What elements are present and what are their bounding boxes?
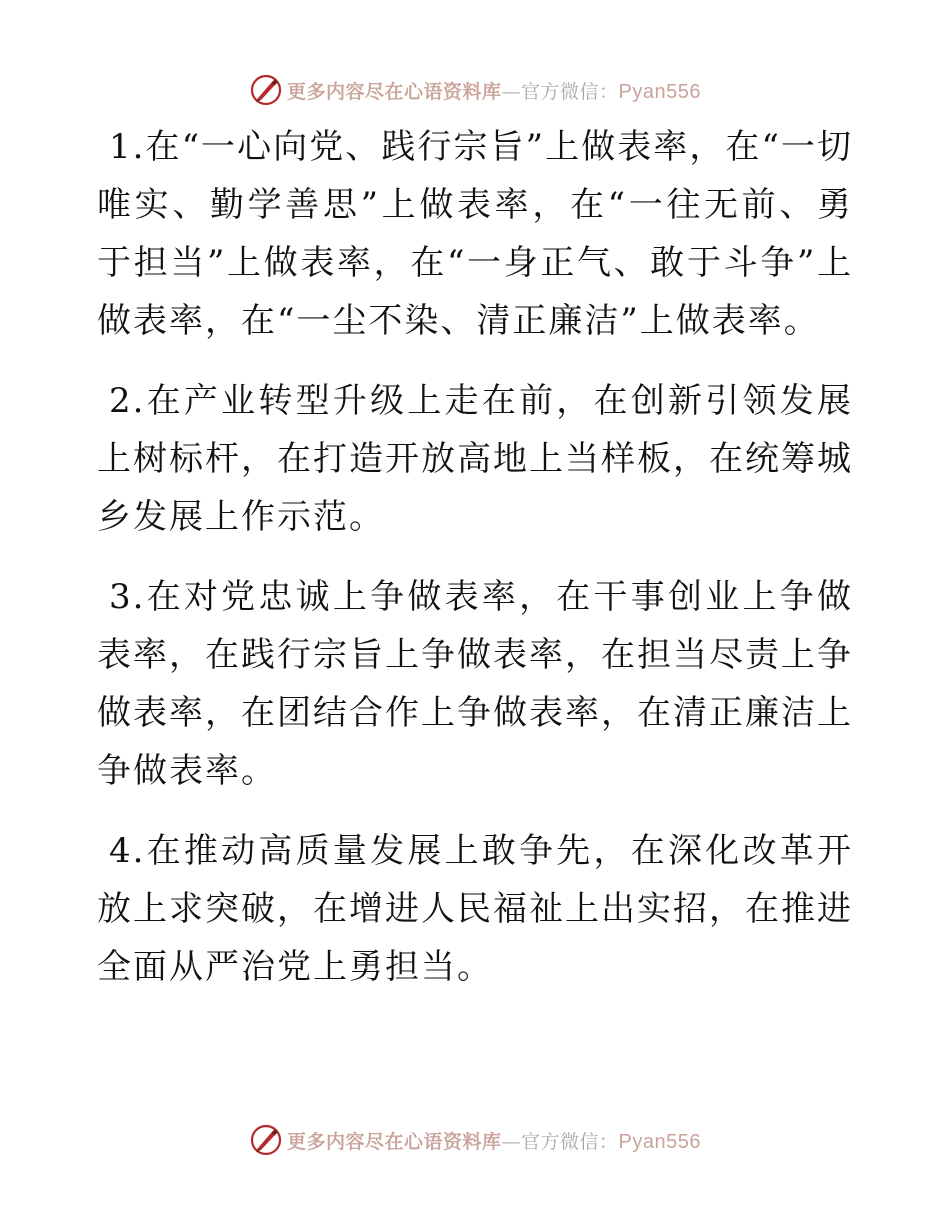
header-watermark-banner: [0, 70, 950, 110]
paragraph-1: 1.在“一心向党、践行宗旨”上做表率，在“一切唯实、勤学善思”上做表率，在“一往无前、勇于担当”上做表率，在“一身正气、敢于斗争”上做表率，在“一尘不染、清正廉洁”上做表率。: [97, 127, 853, 341]
header-wechat-id: Pyan556: [618, 80, 701, 103]
footer-dash: —: [501, 1130, 522, 1153]
paragraph-4: 4.在推动高质量发展上敢争先，在深化改革开放上求突破，在增进人民福祉上出实招，在推进全面从严治党上勇担当。: [97, 831, 853, 987]
document-body: [97, 118, 853, 1018]
footer-banner-text: [287, 1127, 701, 1154]
header-wechat-label: 官方微信：: [521, 80, 619, 103]
pen-logo-icon: [249, 73, 283, 107]
footer-brand-text: 更多内容尽在心语资料库: [287, 1130, 502, 1153]
footer-wechat-label: 官方微信：: [521, 1130, 619, 1153]
header-banner-text: [287, 77, 701, 104]
footer-wechat-id: Pyan556: [618, 1130, 701, 1153]
footer-watermark-banner: [0, 1120, 950, 1160]
paragraph-2: 2.在产业转型升级上走在前，在创新引领发展上树标杆，在打造开放高地上当样板，在统筹城乡发展上作示范。: [97, 381, 853, 537]
header-brand-text: 更多内容尽在心语资料库: [287, 80, 502, 103]
header-dash: —: [501, 80, 522, 103]
pen-logo-icon: [249, 1123, 283, 1157]
paragraph-3: 3.在对党忠诚上争做表率，在干事创业上争做表率，在践行宗旨上争做表率，在担当尽责上争做表率，在团结合作上争做表率，在清正廉洁上争做表率。: [97, 577, 853, 791]
